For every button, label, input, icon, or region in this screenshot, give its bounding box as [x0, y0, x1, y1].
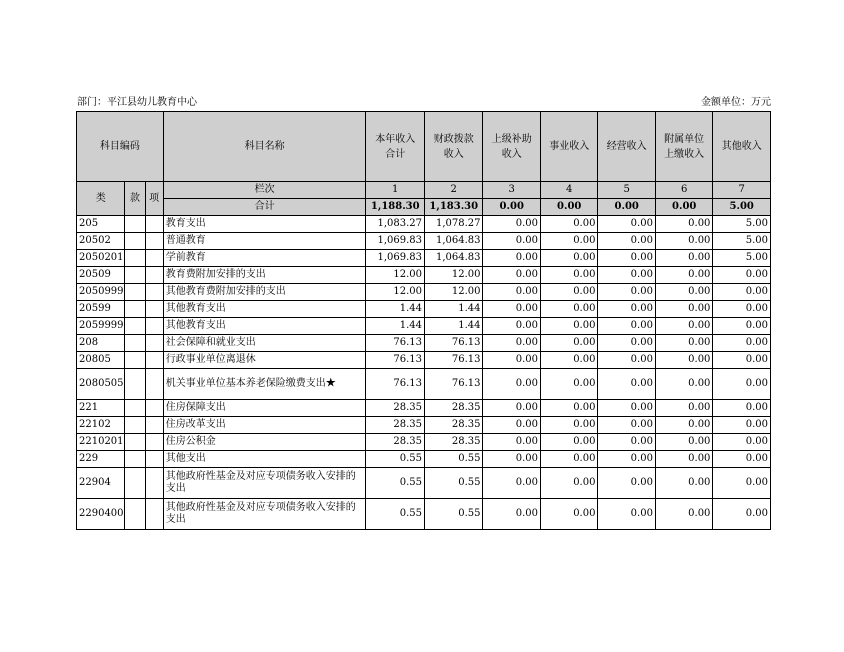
amount-cell: 76.13	[424, 352, 483, 369]
xiang-header: 项	[145, 182, 163, 216]
amount-cell: 12.00	[366, 284, 425, 301]
amount-cell: 0.55	[424, 499, 483, 530]
subject-name: 行政事业单位离退休	[163, 352, 366, 369]
amount-cell: 76.13	[366, 352, 425, 369]
amount-cell: 0.00	[713, 267, 771, 284]
amount-cell: 28.35	[424, 400, 483, 417]
amount-cell: 0.00	[598, 250, 655, 267]
amount-cell: 0.00	[540, 499, 597, 530]
column-header-line1: 上级补助	[491, 133, 532, 145]
amount-cell: 0.00	[483, 352, 540, 369]
column-number: 7	[713, 182, 771, 199]
amount-cell: 0.00	[598, 335, 655, 352]
amount-cell: 0.00	[655, 451, 712, 468]
table-row	[77, 267, 771, 284]
column-header-line1: 附属单位	[664, 133, 705, 145]
amount-cell: 0.00	[540, 369, 597, 400]
amount-cell: 5.00	[713, 216, 771, 233]
subject-code: 2290400	[77, 499, 125, 530]
header-row	[77, 112, 771, 182]
code-group-header: 科目编码	[77, 112, 164, 182]
amount-cell: 0.00	[540, 434, 597, 451]
amount-cell: 0.00	[655, 369, 712, 400]
amount-cell: 0.00	[483, 434, 540, 451]
amount-cell: 0.00	[598, 267, 655, 284]
column-header	[655, 112, 712, 182]
amount-unit-label: 金额单位：万元	[701, 97, 771, 108]
amount-cell: 0.00	[483, 284, 540, 301]
amount-cell: 0.55	[366, 468, 425, 499]
table-row	[77, 250, 771, 267]
amount-cell: 0.00	[655, 216, 712, 233]
lanci-header: 栏次	[163, 182, 366, 199]
amount-cell: 1.44	[366, 301, 425, 318]
amount-cell: 0.00	[713, 335, 771, 352]
subject-name: 教育费附加安排的支出	[163, 267, 366, 284]
amount-cell: 0.00	[713, 499, 771, 530]
subject-code: 20509	[77, 267, 125, 284]
column-number: 5	[598, 182, 655, 199]
amount-cell: 0.00	[655, 335, 712, 352]
amount-cell: 76.13	[366, 369, 425, 400]
column-number: 6	[655, 182, 712, 199]
amount-cell: 0.00	[713, 369, 771, 400]
column-header	[366, 112, 425, 182]
amount-cell: 0.00	[598, 284, 655, 301]
department-label: 部门：平江县幼儿教育中心	[77, 97, 197, 108]
amount-cell: 0.00	[540, 301, 597, 318]
column-header-line1: 本年收入	[375, 133, 416, 145]
table-row	[77, 301, 771, 318]
column-number: 1	[366, 182, 425, 199]
amount-cell: 0.00	[655, 301, 712, 318]
table-row	[77, 216, 771, 233]
amount-cell: 0.00	[713, 434, 771, 451]
amount-cell: 0.00	[598, 233, 655, 250]
amount-cell: 0.00	[540, 468, 597, 499]
total-row	[77, 199, 771, 216]
amount-cell: 0.00	[598, 434, 655, 451]
total-label: 合计	[163, 199, 366, 216]
subject-code: 22102	[77, 417, 125, 434]
amount-cell: 0.00	[483, 233, 540, 250]
subject-code: 2080505	[77, 369, 125, 400]
subject-code: 20502	[77, 233, 125, 250]
subject-name: 住房公积金	[163, 434, 366, 451]
table-row	[77, 369, 771, 400]
subject-name: 机关事业单位基本养老保险缴费支出★	[163, 369, 366, 400]
amount-cell: 0.00	[655, 233, 712, 250]
amount-cell: 0.00	[655, 318, 712, 335]
amount-cell: 0.00	[598, 451, 655, 468]
amount-cell: 1.44	[424, 301, 483, 318]
table-row	[77, 400, 771, 417]
amount-cell: 28.35	[424, 417, 483, 434]
amount-cell: 0.00	[540, 335, 597, 352]
amount-cell: 28.35	[424, 434, 483, 451]
subject-code: 20805	[77, 352, 125, 369]
column-number: 3	[483, 182, 540, 199]
subject-name: 其他支出	[163, 451, 366, 468]
amount-cell: 0.00	[713, 400, 771, 417]
amount-cell: 28.35	[366, 434, 425, 451]
amount-cell: 1,064.83	[424, 250, 483, 267]
subject-code: 2050999	[77, 284, 125, 301]
amount-cell: 0.00	[655, 400, 712, 417]
column-header-line1: 其他收入	[721, 141, 762, 152]
total-value: 0.00	[598, 199, 655, 216]
amount-cell: 28.35	[366, 417, 425, 434]
amount-cell: 0.00	[598, 318, 655, 335]
table-row	[77, 499, 771, 530]
amount-cell: 0.00	[540, 417, 597, 434]
amount-cell: 0.00	[483, 335, 540, 352]
table-row	[77, 318, 771, 335]
amount-cell: 0.00	[713, 284, 771, 301]
amount-cell: 76.13	[424, 335, 483, 352]
amount-cell: 12.00	[424, 267, 483, 284]
subject-name-header: 科目名称	[163, 112, 366, 182]
table-row	[77, 434, 771, 451]
amount-cell: 0.00	[598, 468, 655, 499]
subject-name: 其他教育费附加安排的支出	[163, 284, 366, 301]
amount-cell: 0.00	[598, 417, 655, 434]
amount-cell: 0.00	[598, 301, 655, 318]
amount-cell: 0.00	[655, 434, 712, 451]
total-value: 0.00	[655, 199, 712, 216]
amount-cell: 1.44	[366, 318, 425, 335]
column-header-line2: 收入	[501, 148, 522, 160]
subject-code: 20599	[77, 301, 125, 318]
column-header-line2: 上缴收入	[664, 148, 705, 160]
amount-cell: 1.44	[424, 318, 483, 335]
table-row	[77, 451, 771, 468]
table-row	[77, 284, 771, 301]
amount-cell: 0.55	[424, 468, 483, 499]
subject-code: 205	[77, 216, 125, 233]
subject-code: 22904	[77, 468, 125, 499]
amount-cell: 1,069.83	[366, 233, 425, 250]
amount-cell: 0.00	[713, 417, 771, 434]
amount-cell: 0.00	[540, 400, 597, 417]
amount-cell: 0.00	[713, 451, 771, 468]
column-header-line1: 事业收入	[549, 141, 590, 152]
amount-cell: 0.55	[366, 451, 425, 468]
amount-cell: 1,078.27	[424, 216, 483, 233]
amount-cell: 0.00	[598, 400, 655, 417]
table-row	[77, 335, 771, 352]
subject-code: 208	[77, 335, 125, 352]
subject-code: 2210201	[77, 434, 125, 451]
amount-cell: 0.00	[483, 468, 540, 499]
amount-cell: 1,083.27	[366, 216, 425, 233]
amount-cell: 0.00	[713, 301, 771, 318]
total-value: 5.00	[713, 199, 771, 216]
column-number-row	[77, 182, 771, 199]
amount-cell: 0.00	[655, 352, 712, 369]
column-header-line2: 收入	[443, 148, 464, 160]
amount-cell: 12.00	[366, 267, 425, 284]
income-budget-table	[76, 111, 771, 530]
amount-cell: 0.00	[483, 400, 540, 417]
amount-cell: 0.00	[598, 369, 655, 400]
amount-cell: 0.00	[483, 417, 540, 434]
amount-cell: 0.00	[655, 499, 712, 530]
column-header	[598, 112, 655, 182]
amount-cell: 0.00	[598, 499, 655, 530]
amount-cell: 0.00	[713, 468, 771, 499]
total-value: 0.00	[540, 199, 597, 216]
table-row	[77, 468, 771, 499]
column-header-line2: 合计	[385, 148, 406, 160]
amount-cell: 0.00	[598, 216, 655, 233]
amount-cell: 0.00	[540, 233, 597, 250]
amount-cell: 0.00	[540, 451, 597, 468]
table-body	[77, 216, 771, 530]
amount-cell: 0.00	[540, 318, 597, 335]
amount-cell: 0.55	[424, 451, 483, 468]
column-header-line1: 经营收入	[606, 141, 647, 152]
subject-code: 2059999	[77, 318, 125, 335]
amount-cell: 0.00	[655, 417, 712, 434]
amount-cell: 0.00	[540, 216, 597, 233]
subject-name: 普通教育	[163, 233, 366, 250]
subject-name: 其他教育支出	[163, 301, 366, 318]
table-row	[77, 352, 771, 369]
subject-code: 221	[77, 400, 125, 417]
amount-cell: 0.00	[483, 216, 540, 233]
column-number: 4	[540, 182, 597, 199]
column-header	[424, 112, 483, 182]
subject-name: 学前教育	[163, 250, 366, 267]
lei-header: 类	[77, 182, 125, 216]
subject-name: 其他政府性基金及对应专项债务收入安排的支出	[163, 499, 366, 530]
amount-cell: 0.00	[540, 267, 597, 284]
table-row	[77, 417, 771, 434]
column-header-line1: 财政拨款	[433, 133, 474, 145]
amount-cell: 0.00	[483, 318, 540, 335]
total-value: 1,183.30	[424, 199, 483, 216]
amount-cell: 0.00	[483, 301, 540, 318]
amount-cell: 0.00	[655, 267, 712, 284]
subject-code: 2050201	[77, 250, 125, 267]
amount-cell: 12.00	[424, 284, 483, 301]
amount-cell: 0.00	[655, 284, 712, 301]
kuan-header: 款	[125, 182, 145, 216]
subject-name: 其他政府性基金及对应专项债务收入安排的支出	[163, 468, 366, 499]
amount-cell: 0.00	[655, 468, 712, 499]
amount-cell: 1,064.83	[424, 233, 483, 250]
subject-name: 教育支出	[163, 216, 366, 233]
amount-cell: 0.00	[483, 451, 540, 468]
column-header	[483, 112, 540, 182]
amount-cell: 0.55	[366, 499, 425, 530]
column-header	[713, 112, 771, 182]
subject-name: 其他教育支出	[163, 318, 366, 335]
amount-cell: 5.00	[713, 233, 771, 250]
amount-cell: 0.00	[598, 352, 655, 369]
amount-cell: 0.00	[483, 499, 540, 530]
subject-name: 社会保障和就业支出	[163, 335, 366, 352]
amount-cell: 1,069.83	[366, 250, 425, 267]
amount-cell: 5.00	[713, 250, 771, 267]
amount-cell: 0.00	[483, 369, 540, 400]
column-header	[540, 112, 597, 182]
amount-cell: 0.00	[483, 267, 540, 284]
amount-cell: 76.13	[366, 335, 425, 352]
column-number: 2	[424, 182, 483, 199]
total-value: 1,188.30	[366, 199, 425, 216]
amount-cell: 28.35	[366, 400, 425, 417]
total-value: 0.00	[483, 199, 540, 216]
subject-name: 住房保障支出	[163, 400, 366, 417]
table-row	[77, 233, 771, 250]
amount-cell: 0.00	[713, 352, 771, 369]
amount-cell: 0.00	[655, 250, 712, 267]
amount-cell: 0.00	[540, 284, 597, 301]
amount-cell: 76.13	[424, 369, 483, 400]
amount-cell: 0.00	[540, 352, 597, 369]
subject-name: 住房改革支出	[163, 417, 366, 434]
amount-cell: 0.00	[540, 250, 597, 267]
amount-cell: 0.00	[713, 318, 771, 335]
subject-code: 229	[77, 451, 125, 468]
amount-cell: 0.00	[483, 250, 540, 267]
